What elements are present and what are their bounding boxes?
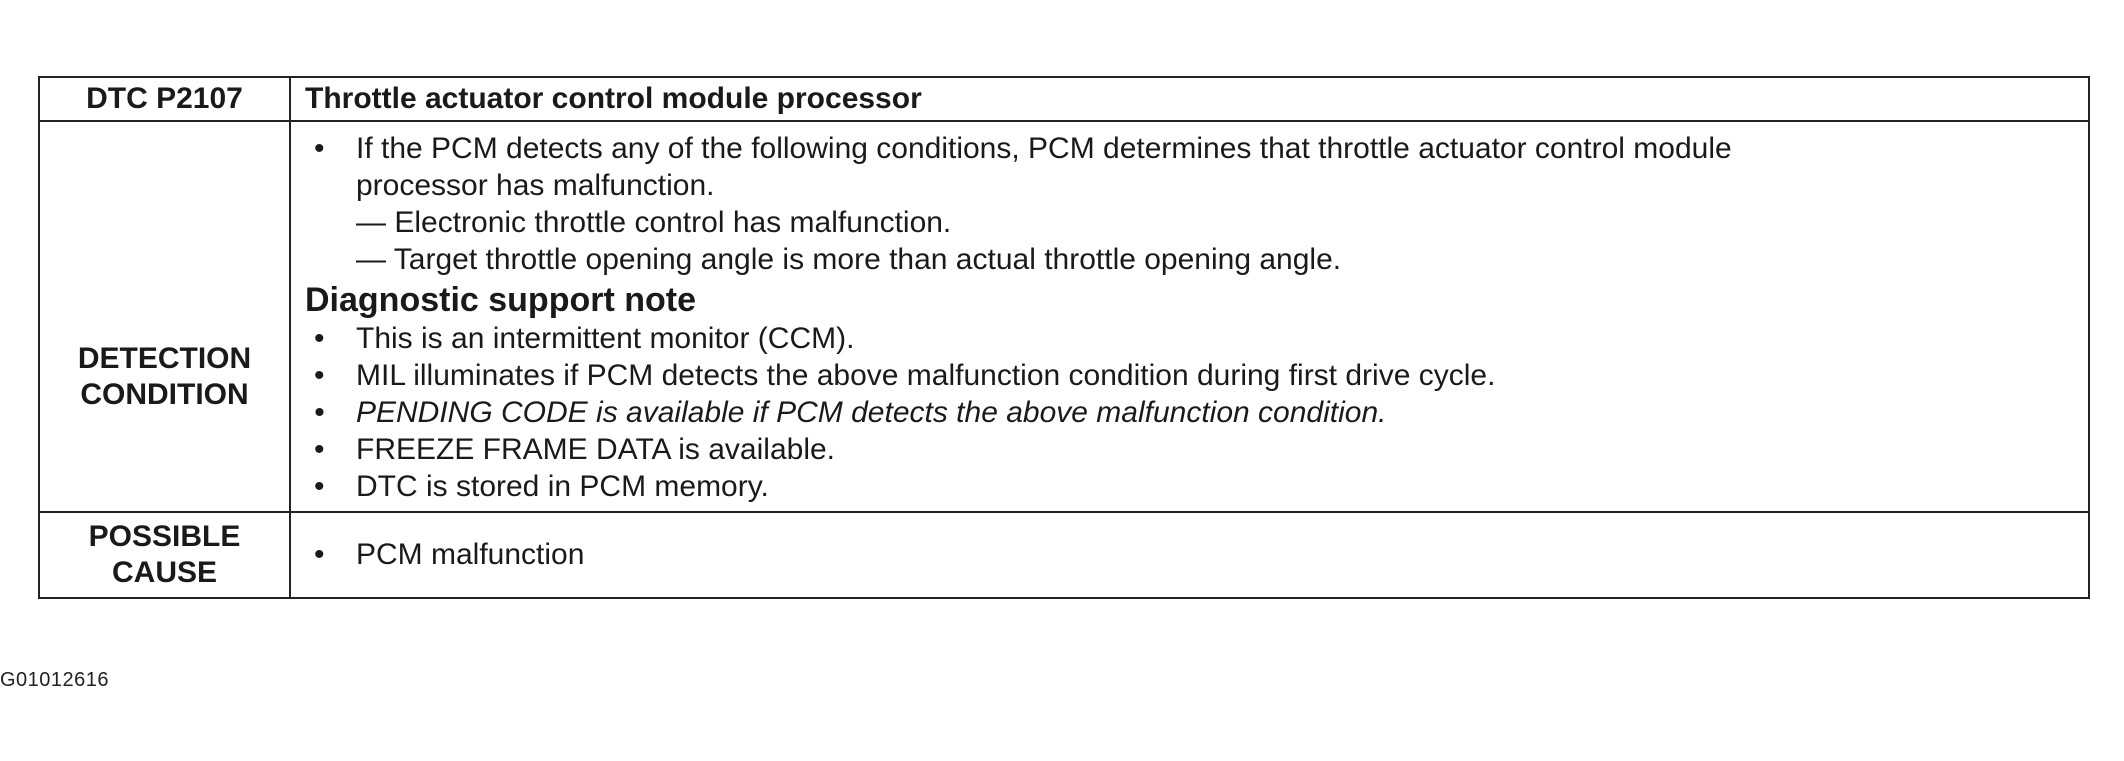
cause-item: • PCM malfunction [305, 538, 2088, 572]
cause-label-line2: CAUSE [111, 556, 217, 589]
detection-intro-cont: processor has malfunction. [356, 169, 715, 202]
support-note-title: Diagnostic support note [305, 281, 696, 319]
dtc-code: DTC P2107 [39, 77, 290, 121]
dtc-table [38, 76, 2090, 599]
cause-label [39, 512, 290, 598]
header-row [39, 77, 2089, 121]
support-note-item: • DTC is stored in PCM memory. [305, 468, 2078, 505]
support-note-item: • FREEZE FRAME DATA is available. [305, 431, 2078, 468]
condition-item: — Electronic throttle control has malfunction. [356, 206, 952, 239]
figure-id: G01012616 [0, 669, 110, 691]
cause-label-line1: POSSIBLE [88, 520, 241, 553]
detection-label [39, 121, 290, 512]
detection-intro [305, 130, 2078, 204]
condition-item: — Target throttle opening angle is more than actual throttle opening angle. [356, 243, 1342, 276]
cause-content [290, 512, 2089, 598]
dtc-title: Throttle actuator control module processor [290, 77, 2089, 121]
detection-content [290, 121, 2089, 512]
support-note-item: • PENDING CODE is available if PCM detects the above malfunction condition. [305, 394, 2078, 431]
support-note-item: • This is an intermittent monitor (CCM). [305, 320, 2078, 357]
detection-intro-text: If the PCM detects any of the following conditions, PCM determines that throttle actuator control module [356, 132, 1732, 165]
detection-label-line2: CONDITION [80, 377, 249, 411]
detection-label-line1: DETECTION [77, 341, 252, 375]
cause-row [39, 512, 2089, 598]
detection-row [39, 121, 2089, 512]
support-note-item: • MIL illuminates if PCM detects the above malfunction condition during first drive cycle. [305, 357, 2078, 394]
